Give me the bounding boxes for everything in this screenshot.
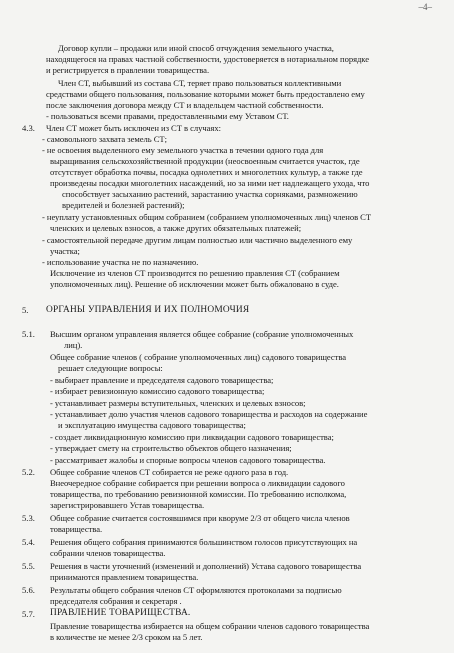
text-line: Общее собрание считается состоявшимся при кворуме 2/3 от общего числа членов (50, 513, 350, 523)
section-number: 5.2. (22, 467, 35, 477)
text-line: товарищества, по требованию ревизионной комиссии. По требованию исполкома, (50, 489, 347, 499)
text-line: зарегистрировавшего Устав товарищества. (50, 500, 205, 510)
text-line: после заключения договора между СТ и владельцем частной собственности. (46, 100, 324, 110)
text-line: - избирает ревизионную комиссию садового товарищества; (50, 386, 265, 396)
text-line: и эксплуатацию имущества садового товарищества; (58, 420, 246, 430)
text-line: и регистрируется в правлении товарищества. (46, 65, 210, 75)
text-line: - не освоения выделенного ему земельного участка в течении одного года для (42, 145, 324, 155)
text-line: Исключение из членов СТ производится по решению правления СТ (собранием (50, 268, 340, 278)
text-line: лиц). (64, 340, 83, 350)
text-line: Член СТ может быть исключен из СТ в случаях: (46, 123, 221, 133)
text-line: - самовольного захвата земель СТ; (42, 134, 167, 144)
text-line: выращивания сельскохозяйственной продукции (неосвоенным считается участок, где (50, 156, 360, 166)
text-line: Решения в части уточнений (изменений и дополнений) Устава садового товарищества (50, 561, 362, 571)
text-line: произведены посадки многолетних насаждений, но за ними нет надлежащего ухода, что (50, 178, 370, 188)
text-line: членских и целевых взносов, а также других обязательных платежей; (50, 223, 302, 233)
section-number: 5. (22, 305, 29, 315)
subsection-heading: ПРАВЛЕНИЕ ТОВАРИЩЕСТВА. (50, 608, 191, 618)
text-line: уполномоченных лиц). Решение об исключении может быть обжаловано в суде. (50, 279, 339, 289)
section-number: 5.5. (22, 561, 35, 571)
section-number: 4.3. (22, 123, 35, 133)
text-line: Член СТ, выбывший из состава СТ, теряет право пользоваться коллективными (58, 78, 342, 88)
text-line: Общее собрание членов СТ собирается не реже одного раза в год. (50, 467, 289, 477)
text-line: - создает ликвидационную комиссию при ликвидации садового товарищества; (50, 432, 334, 442)
text-line: Решения общего собрания принимаются большинством голосов присутствующих на (50, 537, 358, 547)
section-heading: ОРГАНЫ УПРАВЛЕНИЯ И ИХ ПОЛНОМОЧИЯ (46, 305, 250, 315)
text-line: Правление товарищества избирается на общем собрании членов садового товарищества (50, 621, 370, 631)
text-line: Высшим органом управления является общее собрание (собрание уполномоченных (50, 329, 354, 339)
text-line: Результаты общего собрания членов СТ оформляются протоколами за подписью (50, 585, 342, 595)
text-line: принимаются правлением товарищества. (50, 572, 199, 582)
text-line: участка; (50, 246, 80, 256)
text-line: - использование участка не по назначению. (42, 257, 199, 267)
text-line: отсутствует обработка почвы, посадка однолетних и многолетних культур, а также где (50, 167, 363, 177)
page-number: –4– (418, 2, 432, 12)
section-number: 5.6. (22, 585, 35, 595)
text-line: - рассматривает жалобы и спорные вопросы членов садового товарищества. (50, 455, 326, 465)
text-line: - пользоваться всеми правами, предоставленными ему Уставом СТ. (46, 111, 289, 121)
text-line: Договор купли – продажи или иной способ отчуждения земельного участка, (58, 43, 334, 53)
section-number: 5.3. (22, 513, 35, 523)
text-line: собрании членов товарищества. (50, 548, 166, 558)
text-line: - устанавливает размеры вступительных, членских и целевых взносов; (50, 398, 306, 408)
text-line: способствует засыханию растений, зарастанию участка сорняками, размножению (62, 189, 358, 199)
text-line: вредителей и болезней растений); (62, 200, 185, 210)
section-number: 5.7. (22, 609, 35, 619)
text-line: - утверждает смету на строительство объектов общего назначения; (50, 443, 292, 453)
text-line: - выбирает правление и председателя садового товарищества; (50, 375, 274, 385)
text-line: - самостоятельной передаче другим лицам полностью или частично выделенного ему (42, 235, 353, 245)
text-line: средствами общего пользования, пользование которыми может быть предоставлено ему (46, 89, 365, 99)
text-line: - неуплату установленных общим собранием (собранием уполномоченных лиц) членов СТ (42, 212, 372, 222)
text-line: в количестве не менее 2/3 сроком на 5 лет. (50, 632, 203, 642)
text-line: товарищества. (50, 524, 103, 534)
section-number: 5.4. (22, 537, 35, 547)
text-line: находящегося на правах частной собственности, удостоверяется в нотариальном порядке (46, 54, 369, 64)
text-line: Общее собрание членов ( собрание уполномоченных лиц) садового товарищества (50, 352, 347, 362)
text-line: председателя собрания и секретаря . (50, 596, 182, 606)
text-line: решает следующие вопросы: (58, 363, 163, 373)
text-line: Внеочередное собрание собирается при решении вопроса о ликвидации садового (50, 478, 345, 488)
section-number: 5.1. (22, 329, 35, 339)
text-line: - устанавливает долю участия членов садового товарищества и расходов на содержание (50, 409, 368, 419)
